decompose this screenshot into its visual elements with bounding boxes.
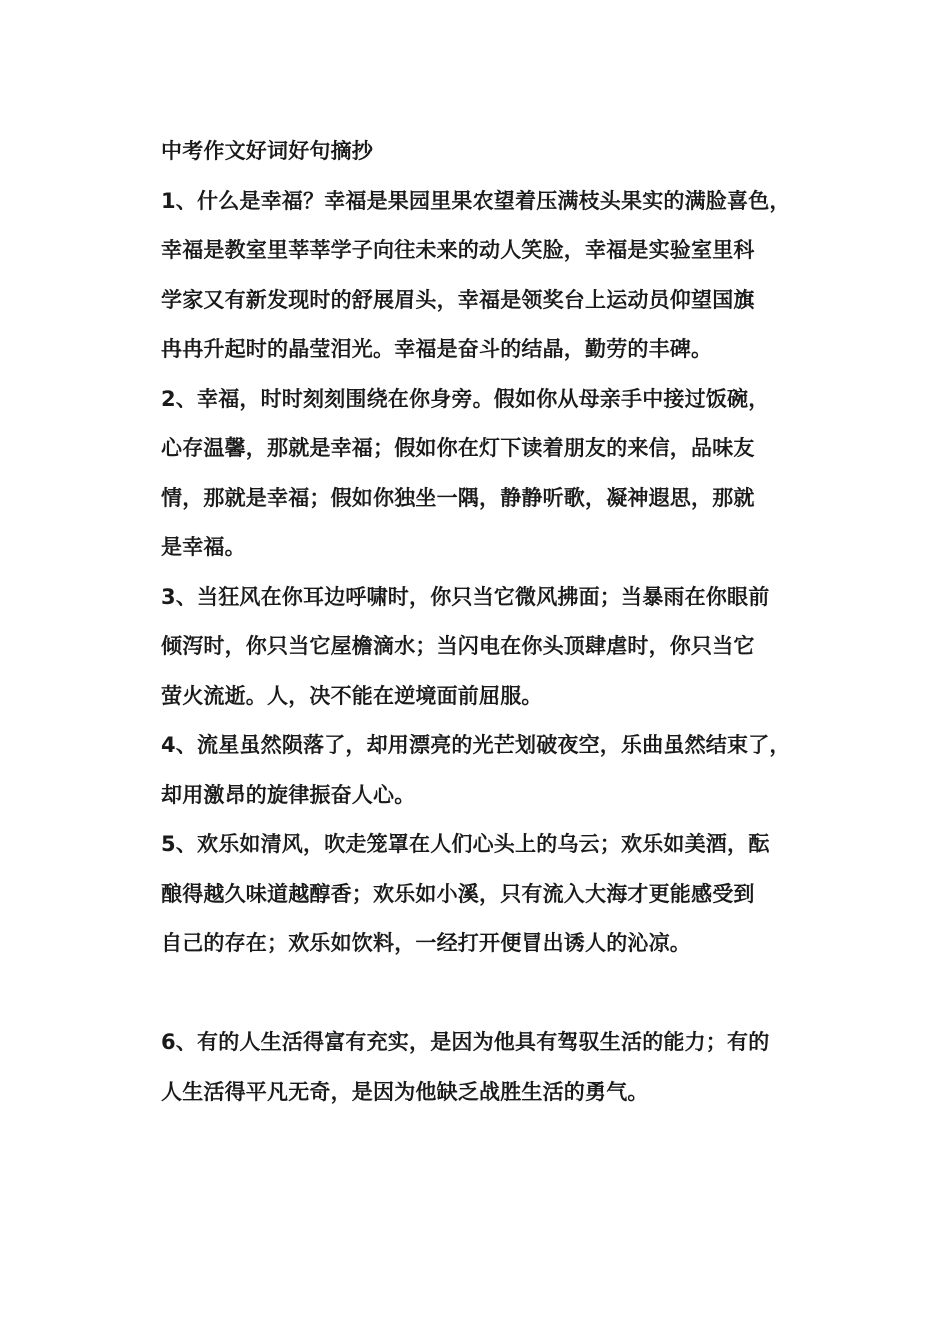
text-line: 自己的存在；欢乐如饮料，一经打开便冒出诱人的沁凉。: [161, 931, 691, 955]
text-line: 2、幸福，时时刻刻围绕在你身旁。假如你从母亲手中接过饭碗，: [161, 386, 770, 411]
blank-line: [161, 975, 821, 1025]
text-line: 3、当狂风在你耳边呼啸时，你只当它微风拂面；当暴雨在你眼前: [161, 584, 770, 609]
text-line: 倾泻时，你只当它屋檐滴水；当闪电在你头顶肆虐时，你只当它: [161, 634, 755, 658]
text-line: 人生活得平凡无奇，是因为他缺乏战胜生活的勇气。: [161, 1079, 649, 1104]
text-line: 萤火流逝。人，决不能在逆境面前屈服。: [161, 683, 543, 708]
text-line: 冉冉升起时的晶莹泪光。幸福是奋斗的结晶，勤劳的丰碑。: [161, 337, 713, 361]
text-line: 心存温馨，那就是幸福；假如你在灯下读着朋友的来信，品味友: [161, 436, 755, 460]
text-line: 幸福是教室里莘莘学子向往未来的动人笑脸，幸福是实验室里科: [161, 238, 755, 262]
text-line: 却用激昂的旋律振奋人心。: [161, 782, 416, 807]
text-line: 情，那就是幸福；假如你独坐一隅，静静听歌，凝神遐思，那就: [161, 485, 755, 510]
document-body: [161, 133, 821, 1123]
text-line: 是幸福。: [161, 535, 246, 559]
text-line: 酿得越久味道越醇香；欢乐如小溪，只有流入大海才更能感受到: [161, 881, 755, 906]
text-line: 学家又有新发现时的舒展眉头，幸福是领奖台上运动员仰望国旗: [161, 287, 755, 312]
text-line: 1、什么是幸福？幸福是果园里果农望着压满枝头果实的满脸喜色，: [161, 188, 791, 213]
document-title: 中考作文好词好句摘抄: [161, 139, 373, 163]
text-line: 4、流星虽然陨落了，却用漂亮的光芒划破夜空，乐曲虽然结束了，: [161, 733, 791, 757]
text-line: 5、欢乐如清风，吹走笼罩在人们心头上的乌云；欢乐如美酒，酝: [161, 832, 770, 856]
text-line: 6、有的人生活得富有充实，是因为他具有驾驭生活的能力；有的: [161, 1030, 770, 1054]
